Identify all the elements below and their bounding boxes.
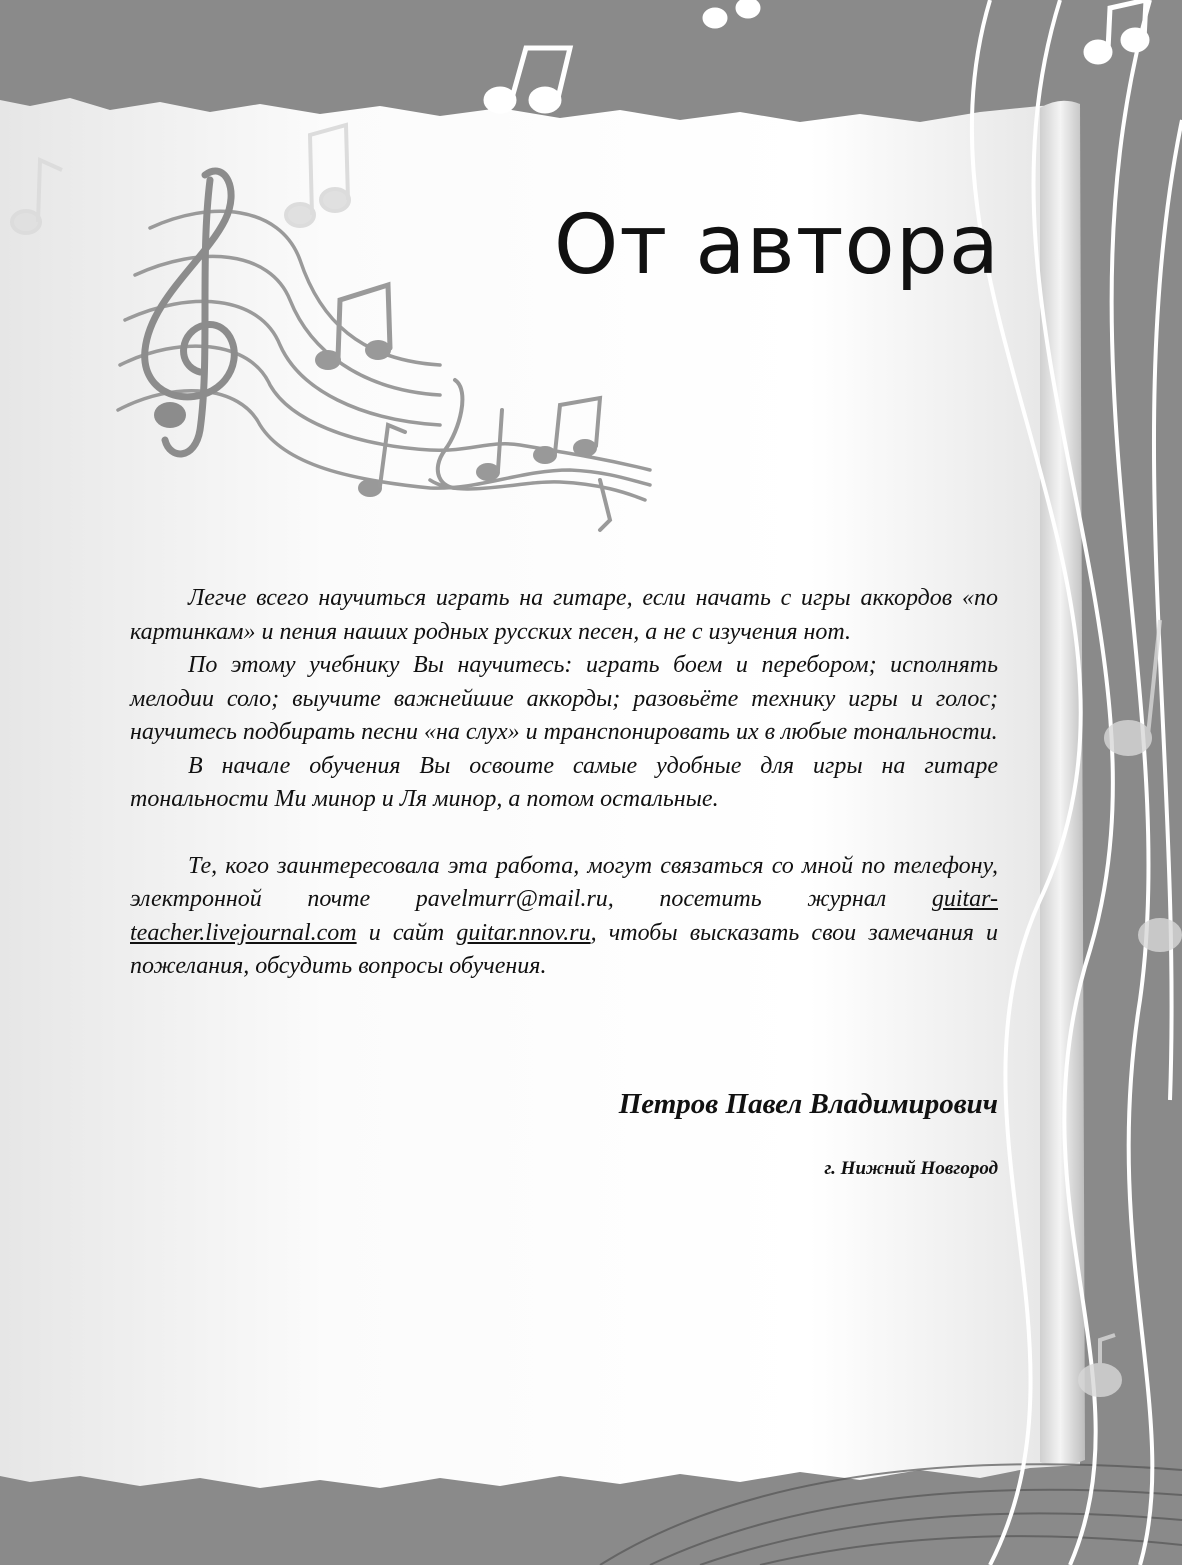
- author-city: г. Нижний Новгород: [824, 1158, 998, 1179]
- paragraph-1: Легче всего научиться играть на гитаре, если начать с игры аккордов «по картинкам» и пения наших родных русских песен, а не с изучения нот.: [130, 585, 998, 645]
- paragraph-4-text-1: Те, кого заинтересовала эта работа, могут связаться со мной по телефону, электронной почте pavelmurr@mail.ru, посетить журнал: [130, 852, 998, 912]
- page-title: От автора: [553, 198, 1000, 293]
- website-link[interactable]: guitar.nnov.ru: [456, 919, 591, 946]
- paragraph-4-text-3: , чтобы высказать свои замечания и пожелания, обсудить вопросы обучения.: [130, 919, 998, 979]
- livejournal-link[interactable]: guitar-teacher.livejournal.com: [130, 886, 998, 946]
- preface-text: [130, 582, 998, 984]
- paragraph-4-text-2: и сайт: [356, 919, 457, 946]
- author-name: Петров Павел Владимирович: [618, 1088, 998, 1120]
- paragraph-4: [130, 850, 998, 984]
- paragraph-3: В начале обучения Вы освоите самые удобные для игры на гитаре тональности Ми минор и Ля минор, а потом остальные.: [130, 752, 998, 812]
- paragraph-2: По этому учебнику Вы научитесь: играть боем и перебором; исполнять мелодии соло; выучите важнейшие аккорды; разовьёте технику игры и голос; научитесь подбирать песни «на слух» и транспонировать их в любые тональности.: [130, 652, 998, 745]
